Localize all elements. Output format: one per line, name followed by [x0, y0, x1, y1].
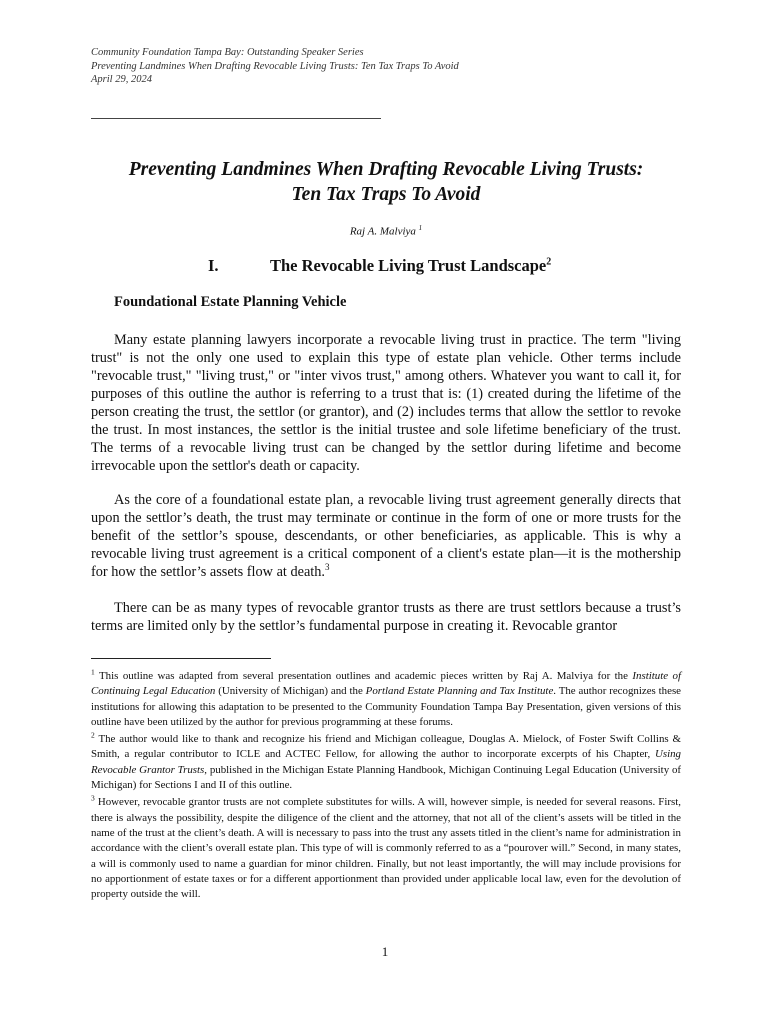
section-title	[270, 256, 551, 276]
footnote-1-number: 1	[91, 667, 95, 677]
paragraph-1: Many estate planning lawyers incorporate a revocable living trust in practice. The term "living trust" is not the only one used to explain this type of estate plan vehicle. Other terms include "revocable trust," "living trust," or "inter vivos trust," among others. Whatever you want to call it, for purposes of this outline the author is referring to a trust that is: (1) created during the lifetime of the person creating the trust, the settlor (or grantor), and (2) includes terms that allow the settlor to revoke the trust. In most instances, the settlor is the initial trustee and sole lifetime beneficiary of the trust. The terms of a revocable living trust can be changed by the settlor during lifetime and become irrevocable upon the settlor's death or capacity.	[91, 332, 681, 474]
header-title: Preventing Landmines When Drafting Revocable Living Trusts: Ten Tax Traps To Avoid	[91, 60, 459, 72]
title-line-2: Ten Tax Traps To Avoid	[291, 184, 481, 205]
section-title-text: The Revocable Living Trust Landscape	[270, 256, 547, 275]
footnote-2-text-a: The author would like to thank and recognize his friend and Michigan colleague, Douglas A. Mielock, of Foster Swift Collins & Smith, a regular contributor to ICLE and ACTEC Fellow, for allowing the author to incorporate excerpts of his Chapter,	[91, 733, 681, 761]
document-title	[91, 157, 681, 207]
footnote-2-text-b: , published in the Michigan Estate Planning Handbook, Michigan Continuing Legal Education (University of Michigan) for Sections I and II of this outline.	[91, 763, 682, 792]
footnote-3-number: 3	[91, 793, 95, 803]
header-rule	[91, 118, 381, 119]
author-name: Raj A. Malviya	[349, 225, 416, 238]
footnote-1-text-a: This outline was adapted from several presentation outlines and academic pieces written by Raj A. Malviya for the	[99, 670, 633, 682]
subheading: Foundational Estate Planning Vehicle	[114, 294, 347, 310]
footnote-2	[91, 732, 681, 793]
page-number: 1	[381, 944, 389, 959]
footnote-1	[91, 669, 681, 730]
author-footnote-ref: 1	[418, 224, 423, 232]
paragraph-3-block	[91, 599, 681, 635]
paragraph-1-block	[91, 331, 681, 475]
header-date: April 29, 2024	[91, 74, 152, 85]
paragraph-2-text: As the core of a foundational estate plan, a revocable living trust agreement generally directs that upon the settlor’s death, the trust may terminate or continue in the form of one or more trusts for the benefit of the settlor’s spouse, descendants, or other beneficiaries, as applicable. This is why a revocable living trust agreement is a critical component of a client's estate plan—it is the mothership for how the settlor’s assets flow at death.	[91, 492, 681, 580]
footnote-1-italic-a: Institute of Continuing Legal Education	[91, 670, 682, 698]
running-header	[91, 46, 459, 87]
section-number: I.	[208, 256, 219, 275]
paragraph-2	[91, 491, 681, 581]
footnote-2-italic-a: Using Revocable Grantor Trusts	[91, 748, 681, 776]
footnote-1-text-b: (University of Michigan) and the	[215, 685, 366, 698]
footnote-1-text-c: . The author recognizes these institutions for allowing this adaptation to be presented to the Community Foundation Tampa Bay Presentation, given versions of this outline have been utilized by the author for previous programming at these forums.	[91, 685, 682, 728]
author-line	[91, 224, 681, 238]
paragraph-2-block	[91, 491, 681, 581]
paragraph-3: There can be as many types of revocable grantor trusts as there are trust settlors because a trust’s terms are limited only by the settlor’s fundamental purpose in creating it. Revocable grantor	[91, 600, 681, 634]
footnote-2-number: 2	[91, 730, 95, 740]
header-series: Community Foundation Tampa Bay: Outstanding Speaker Series	[91, 47, 364, 58]
footnotes	[91, 669, 681, 904]
footnote-3	[91, 795, 681, 902]
paragraph-2-footnote-ref: 3	[325, 562, 330, 573]
section-footnote-ref: 2	[546, 256, 552, 268]
title-line-1: Preventing Landmines When Drafting Revocable Living Trusts:	[128, 159, 644, 180]
footnote-1-italic-b: Portland Estate Planning and Tax Institute	[365, 685, 554, 698]
footnote-rule	[91, 658, 271, 659]
footnote-3-text: However, revocable grantor trusts are not complete substitutes for wills. A will, however simple, is needed for several reasons. First, there is always the possibility, despite the diligence of the client and the attorney, that not all of the client’s assets will be titled in the name of the trust at the client’s death. A will is necessary to pass into the trust any assets titled in the client’s name for administration in accordance with the client’s overall estate plan. This type of will is commonly referred to as a “pourover will.” Second, in many states, a will is commonly used to name a guardian for minor children. Finally, but not least importantly, the will may include provisions for no apportionment of estate taxes or for a different apportionment than provided under applicable local law, even for the devolution of property outside the will.	[91, 796, 681, 901]
